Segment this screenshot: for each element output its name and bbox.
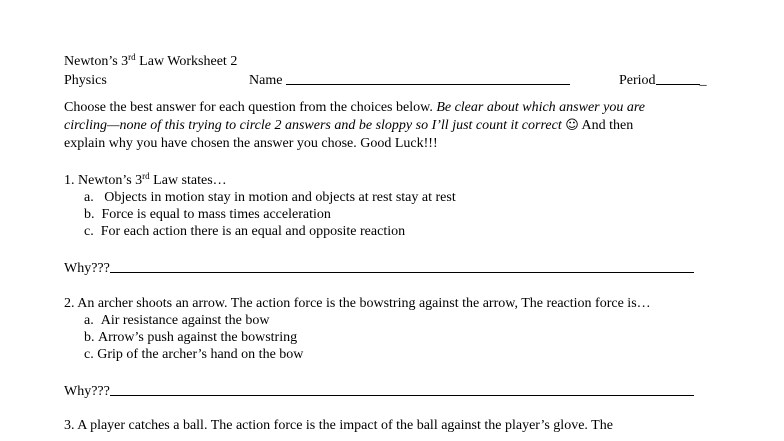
name-field[interactable] [249, 73, 570, 89]
instructions-line-2: circling—none of this trying to circle 2 answers and be sloppy so I’ll just count it correct ☺ And then [64, 118, 634, 133]
period-field[interactable]: Period _ [619, 73, 707, 88]
question-1-option-a[interactable]: a. Objects in motion stay in motion and objects at rest stay at rest [84, 190, 456, 205]
question-2-option-c[interactable]: c. Grip of the archer’s hand on the bow [84, 347, 304, 362]
instructions-line-1: Choose the best answer for each question from the choices below. Be clear about which answer you are [64, 100, 645, 115]
name-label: Name [249, 73, 283, 88]
question-1-option-c[interactable]: c. For each action there is an equal and opposite reaction [84, 224, 406, 239]
worksheet-title: Newton’s 3rd Law Worksheet 2 [64, 52, 238, 69]
question-1-prompt: 1. Newton’s 3rd Law states… [64, 171, 227, 188]
smiley-icon: ☺ [565, 118, 579, 133]
why-label: Why??? [64, 384, 110, 399]
question-2-option-b[interactable]: b. Arrow’s push against the bowstring [84, 330, 298, 345]
question-2-option-a[interactable]: a. Air resistance against the bow [84, 313, 270, 328]
why-answer-blank[interactable] [110, 395, 694, 396]
question-1-option-b[interactable]: b. Force is equal to mass times acceleration [84, 207, 331, 222]
question-3-prompt: 3. A player catches a ball. The action force is the impact of the ball against the player’s glove. The [64, 418, 613, 433]
period-label: Period [619, 73, 656, 88]
why-answer-blank[interactable] [110, 272, 694, 273]
question-2-why[interactable] [64, 384, 694, 400]
name-blank[interactable] [286, 84, 570, 85]
instructions-line-3: explain why you have chosen the answer you chose. Good Luck!!! [64, 136, 438, 151]
why-label: Why??? [64, 261, 110, 276]
question-1-why[interactable] [64, 261, 694, 277]
subject-label: Physics [64, 73, 107, 88]
question-2-prompt: 2. An archer shoots an arrow. The action force is the bowstring against the arrow, The reaction force is… [64, 296, 651, 311]
period-blank[interactable] [656, 84, 700, 85]
